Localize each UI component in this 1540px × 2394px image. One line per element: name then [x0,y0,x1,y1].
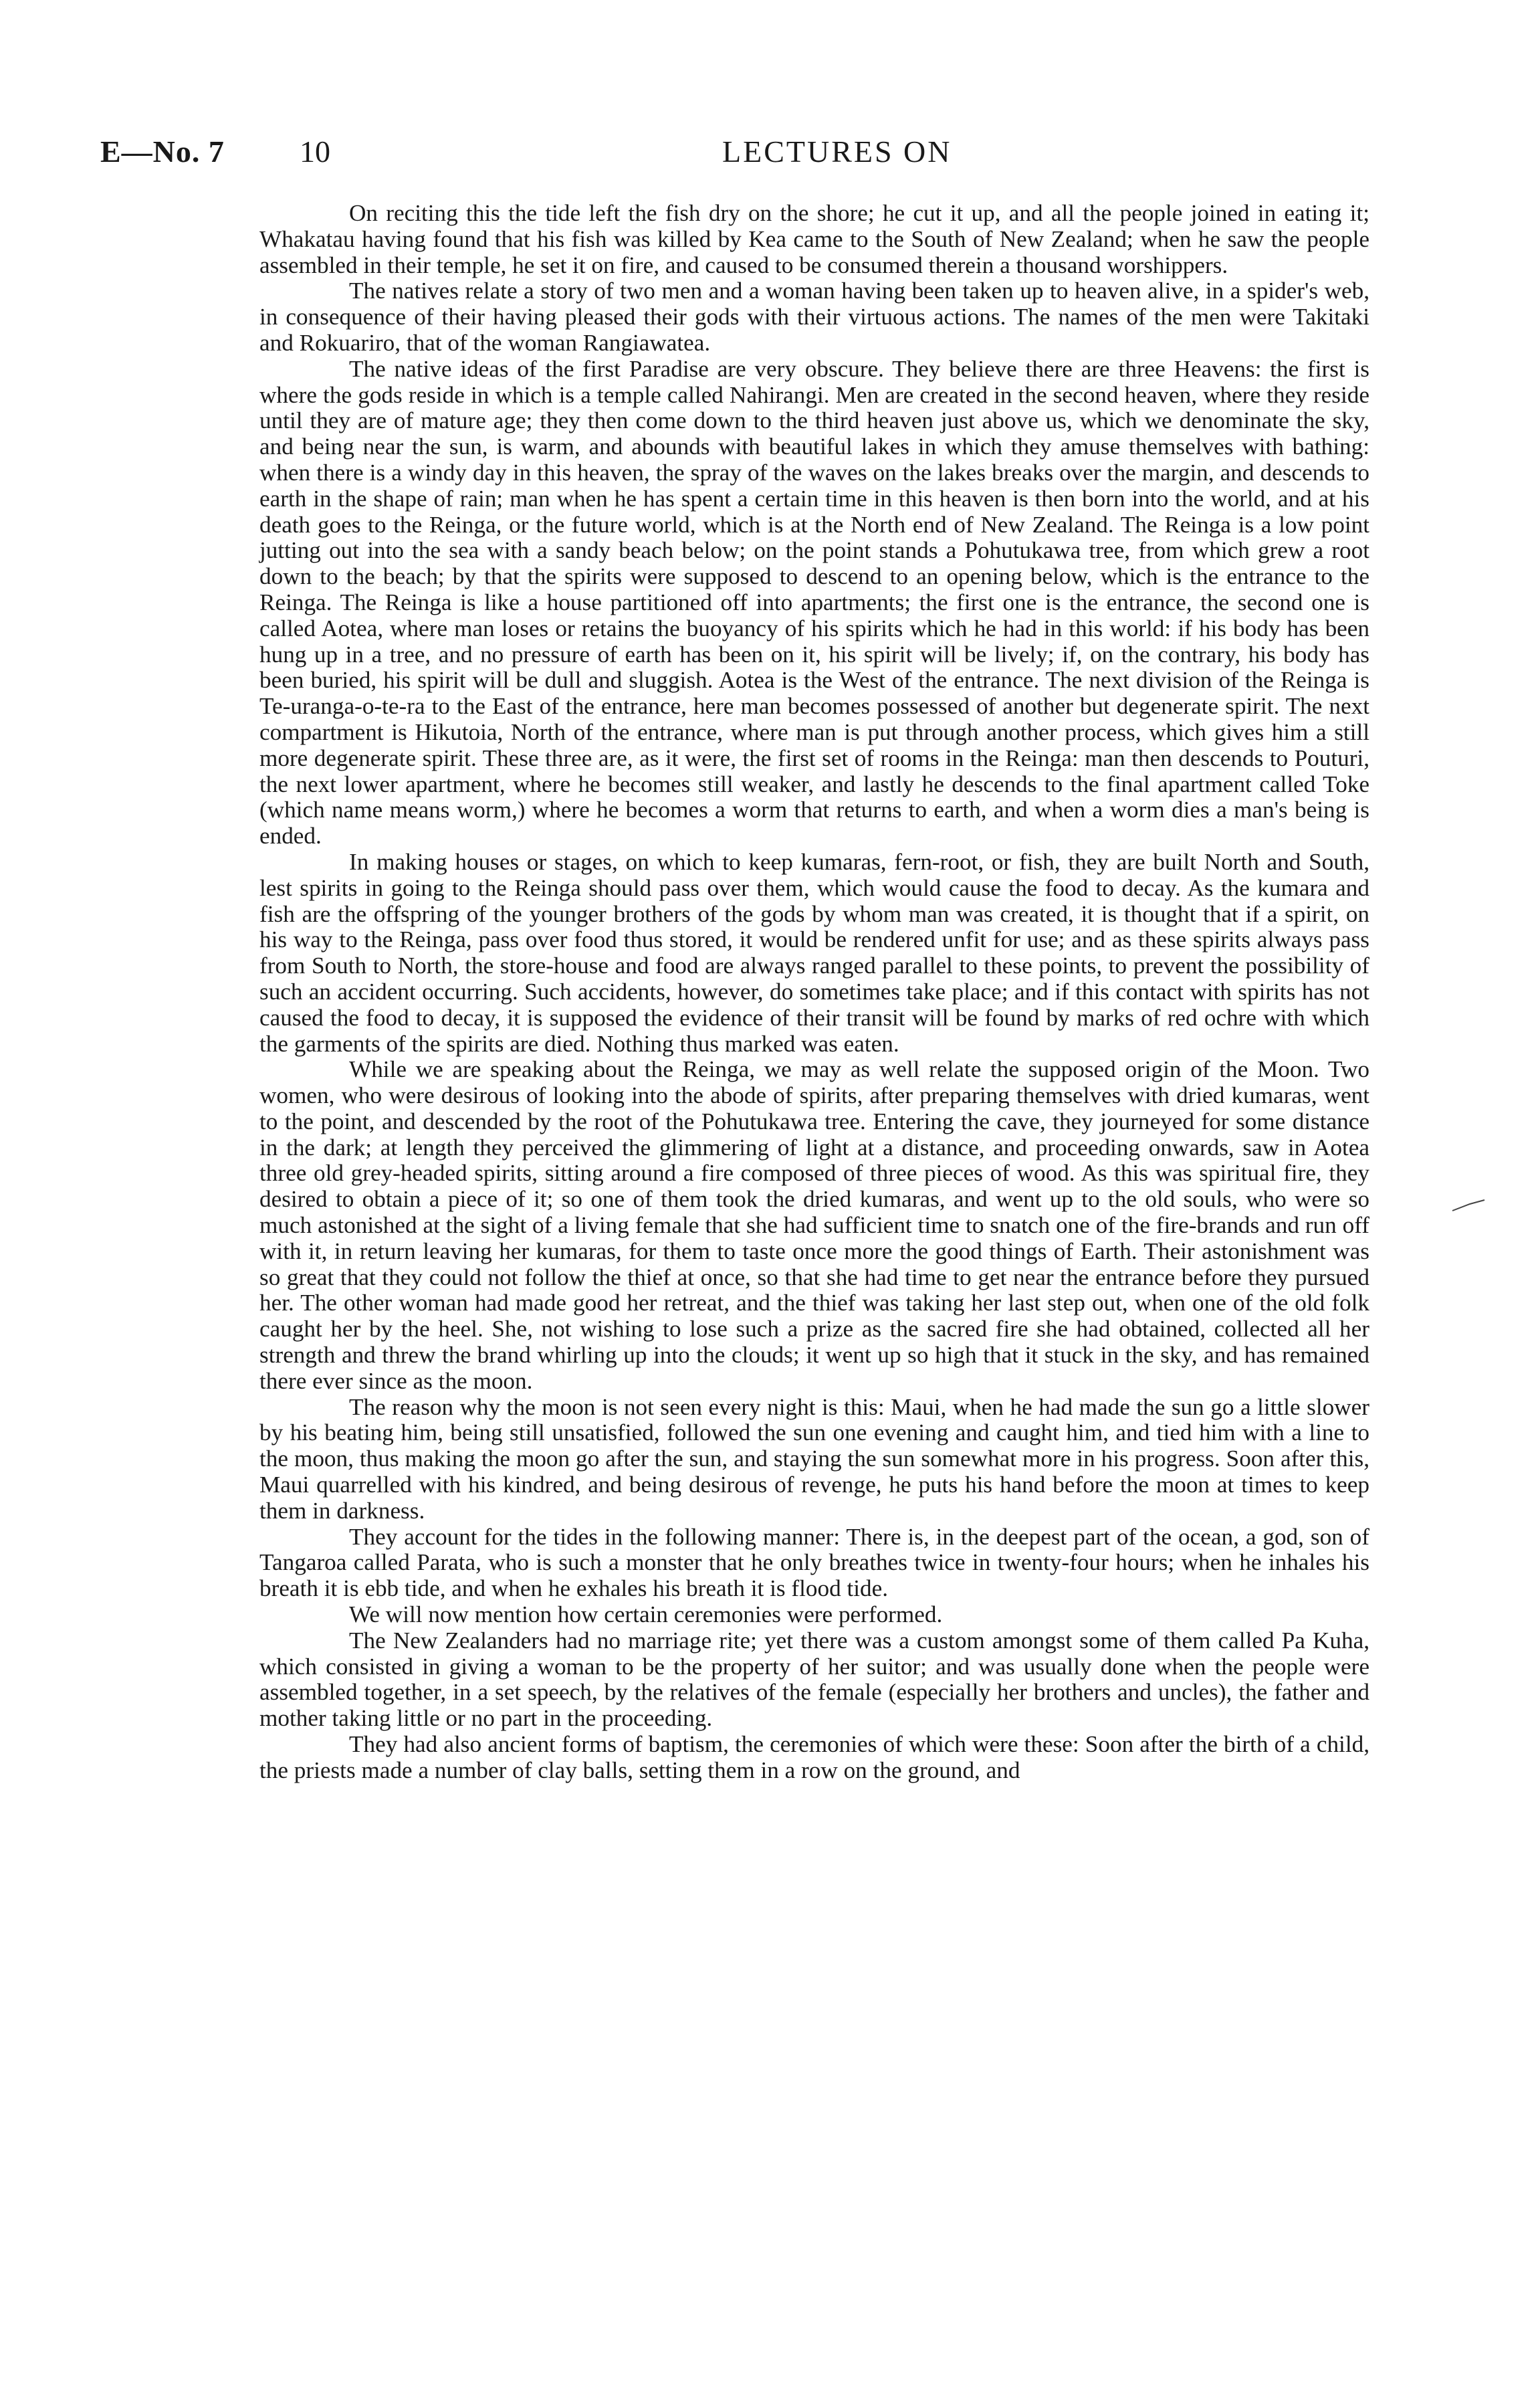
paragraph-tides: They account for the tides in the following manner: There is, in the deepest part of the ocean, a god, son of Tangaroa called Parata, who is such a monster that he only breathes twice in twenty-four hours; when he inhales his breath it is ebb tide, and when he exhales his breath it is flood tide. [259,1523,1369,1602]
paragraph-moon-phases: The reason why the moon is not seen every night is this: Maui, when he had made the sun go a little slower by his beating him, being still unsatisfied, followed the sun one evening and caught him, and tied him with a line to the moon, thus making the moon go after the sun, and staying the sun somewhat more in his progress. Soon after this, Maui quarrelled with his kindred, and being desirous of revenge, he puts his hand before the moon at times to keep them in darkness. [259,1393,1369,1524]
margin-pen-mark [1450,1196,1490,1216]
paragraph-origin-of-moon: While we are speaking about the Reinga, we may as well relate the supposed origin of the Moon. Two women, who were desirous of looking into the abode of spirits, after preparing themselves with dried kumaras, went to the point, and descended by the root of the Pohutukawa tree. Entering the cave, they journeyed for some distance in the dark; at length they perceived the glimmering of light at a distance, and proceeding onwards, saw in Aotea three old grey-headed spirits, sitting around a fire composed of three pieces of wood. As this was spiritual fire, they desired to obtain a piece of it; so one of them took the dried kumaras, and went up to the old souls, who were so much astonished at the sight of a living female that she had sufficient time to snatch one of the fire-brands and run off with it, in return leaving her kumaras, for them to taste once more the good things of Earth. Their astonishment was so great that they could not follow the thief at once, so that she had time to get near the entrance before they pursued her. The other woman had made good her retreat, and the thief was taking her last step out, when one of the old folk caught her by the heel. She, not wishing to lose such a prize as the sacred fire she had obtained, collected all her strength and threw the brand whirling up into the clouds; it went up so high that it stuck in the sky, and has remained there ever since as the moon. [259,1056,1369,1394]
paragraph-marriage-custom: The New Zealanders had no marriage rite; yet there was a custom amongst some of them called Pa Kuha, which consisted in giving a woman to be the property of her suitor; and was usually done when the people were assembled together, in a set speech, by the relatives of the female (especially her brothers and uncles), the father and mother taking little or no part in the proceeding. [259,1627,1369,1732]
page-number: 10 [300,134,330,169]
paragraph-baptism: They had also ancient forms of baptism, the ceremonies of which were these: Soon after the birth of a child, the priests made a number of clay balls, setting them in a row on the ground, and [259,1731,1369,1783]
page-header [100,134,1440,181]
body-text [259,201,1369,1784]
running-title: LECTURES ON [722,134,952,169]
paragraph-fish-and-temple: On reciting this the tide left the fish dry on the shore; he cut it up, and all the people joined in eating it; Whakatau having found that his fish was killed by Kea came to the South of New Zealand; when he saw the people assembled in their temple, he set it on fire, and caused to be consumed therein a thousand worshippers. [259,200,1369,278]
paragraph-paradise-and-reinga: The native ideas of the first Paradise are very obscure. They believe there are three Heavens: the first is where the gods reside in which is a temple called Nahirangi. Men are created in the second heaven, where they reside until they are of mature age; they then come down to the third heaven just above us, which we denominate the sky, and being near the sun, is warm, and abounds with beautiful lakes in which they amuse themselves with bathing: when there is a windy day in this heaven, the spray of the waves on the lakes breaks over the margin, and descends to earth in the shape of rain; man when he has spent a certain time in this heaven is then born into the world, and at his death goes to the Reinga, or the future world, which is at the North end of New Zealand. The Reinga is a low point jutting out into the sea with a sandy beach below; on the point stands a Pohutukawa tree, from which grew a root down to the beach; by that the spirits were supposed to descend to an opening below, which is the entrance to the Reinga. The Reinga is like a house partitioned off into apartments; the first one is the entrance, the second one is called Aotea, where man loses or retains the buoyancy of his spirits which he had in this world: if his body has been hung up in a tree, and no pressure of earth has been on it, his spirit will be lively; if, on the contrary, his body has been buried, his spirit will be dull and sluggish. Aotea is the West of the entrance. The next division of the Reinga is Te-uranga-o-te-ra to the East of the entrance, here man becomes possessed of another but degenerate spirit. The next compartment is Hikutoia, North of the entrance, where man is put through another process, which gives him a still more degenerate spirit. These three are, as it were, the first set of rooms in the Reinga: man then descends to Pouturi, the next lower apartment, where he becomes still weaker, and lastly he descends to the final apartment called Toke (which name means worm,) where he becomes a worm that returns to earth, and when a worm dies a man's being is ended. [259,355,1369,850]
paragraph-food-storage: In making houses or stages, on which to keep kumaras, fern-root, or fish, they are built North and South, lest spirits in going to the Reinga should pass over them, which would cause the food to decay. As the kumara and fish are the offspring of the younger brothers of the gods by whom man was created, it is thought that if a spirit, on his way to the Reinga, pass over food thus stored, it would be rendered unfit for use; and as these spirits always pass from South to North, the store-house and food are always ranged parallel to these points, to prevent the possibility of such an accident occurring. Such accidents, however, do sometimes take place; and if this contact with spirits has not caused the food to decay, it is supposed the evidence of their transit will be found by marks of red ochre with which the garments of the spirits are died. Nothing thus marked was eaten. [259,848,1369,1057]
document-reference: E—No. 7 [100,134,225,169]
paragraph-ceremonies-intro: We will now mention how certain ceremonies were performed. [349,1601,943,1628]
paragraph-spider-web: The natives relate a story of two men and a woman having been taken up to heaven alive, in a spider's web, in consequence of their having pleased their gods with their virtuous actions. The names of the men were Takitaki and Rokuariro, that of the woman Rangiawatea. [259,278,1369,356]
